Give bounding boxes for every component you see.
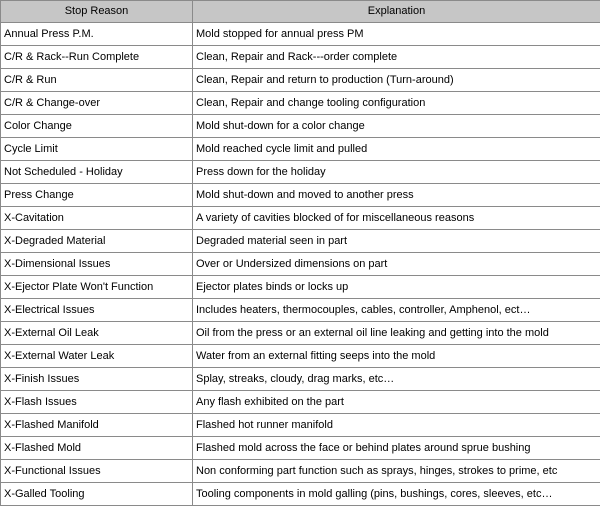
table-row	[1, 161, 600, 184]
table-row	[1, 92, 600, 115]
stop-reason-cell: Not Scheduled - Holiday	[1, 161, 193, 184]
table-row	[1, 23, 600, 46]
explanation-cell: Mold shut-down for a color change	[193, 115, 600, 138]
explanation-cell: Mold reached cycle limit and pulled	[193, 138, 600, 161]
stop-reason-cell: Cycle Limit	[1, 138, 193, 161]
explanation-cell: A variety of cavities blocked of for miscellaneous reasons	[193, 207, 600, 230]
stop-reason-cell: X-Ejector Plate Won't Function	[1, 276, 193, 299]
explanation-cell: Clean, Repair and change tooling configuration	[193, 92, 600, 115]
table-row	[1, 46, 600, 69]
stop-reason-cell: C/R & Change-over	[1, 92, 193, 115]
explanation-cell: Flashed mold across the face or behind plates around sprue bushing	[193, 437, 600, 460]
table-body	[1, 23, 600, 506]
table-row	[1, 437, 600, 460]
stop-reason-cell: X-External Water Leak	[1, 345, 193, 368]
explanation-cell: Over or Undersized dimensions on part	[193, 253, 600, 276]
table-row	[1, 69, 600, 92]
table-row	[1, 230, 600, 253]
stop-reason-cell: X-External Oil Leak	[1, 322, 193, 345]
stop-reason-cell: C/R & Run	[1, 69, 193, 92]
table-row	[1, 368, 600, 391]
stop-reason-cell: X-Galled Tooling	[1, 483, 193, 506]
explanation-cell: Degraded material seen in part	[193, 230, 600, 253]
stop-reason-cell: X-Dimensional Issues	[1, 253, 193, 276]
table-row	[1, 138, 600, 161]
explanation-cell: Ejector plates binds or locks up	[193, 276, 600, 299]
explanation-cell: Includes heaters, thermocouples, cables, controller, Amphenol, ect…	[193, 299, 600, 322]
explanation-cell: Non conforming part function such as sprays, hinges, strokes to prime, etc	[193, 460, 600, 483]
stop-reason-cell: X-Flashed Manifold	[1, 414, 193, 437]
stop-reason-cell: C/R & Rack--Run Complete	[1, 46, 193, 69]
explanation-cell: Water from an external fitting seeps into the mold	[193, 345, 600, 368]
stop-reason-cell: X-Finish Issues	[1, 368, 193, 391]
explanation-cell: Any flash exhibited on the part	[193, 391, 600, 414]
stop-reason-cell: X-Flashed Mold	[1, 437, 193, 460]
stop-reason-cell: X-Cavitation	[1, 207, 193, 230]
explanation-cell: Mold stopped for annual press PM	[193, 23, 600, 46]
table-row	[1, 483, 600, 506]
stop-reason-cell: Color Change	[1, 115, 193, 138]
table-row	[1, 115, 600, 138]
explanation-cell: Splay, streaks, cloudy, drag marks, etc…	[193, 368, 600, 391]
stop-reason-cell: X-Electrical Issues	[1, 299, 193, 322]
header-stop-reason: Stop Reason	[1, 1, 193, 23]
header-explanation: Explanation	[193, 1, 600, 23]
table-row	[1, 253, 600, 276]
table-row	[1, 207, 600, 230]
explanation-cell: Clean, Repair and Rack---order complete	[193, 46, 600, 69]
explanation-cell: Mold shut-down and moved to another press	[193, 184, 600, 207]
table-row	[1, 414, 600, 437]
table-row	[1, 184, 600, 207]
explanation-cell: Press down for the holiday	[193, 161, 600, 184]
stop-reason-cell: Annual Press P.M.	[1, 23, 193, 46]
table-row	[1, 322, 600, 345]
table-row	[1, 391, 600, 414]
table-row	[1, 345, 600, 368]
table-row	[1, 299, 600, 322]
table-header	[1, 1, 600, 23]
stop-reason-cell: Press Change	[1, 184, 193, 207]
explanation-cell: Oil from the press or an external oil line leaking and getting into the mold	[193, 322, 600, 345]
stop-reason-cell: X-Degraded Material	[1, 230, 193, 253]
explanation-cell: Tooling components in mold galling (pins, bushings, cores, sleeves, etc…	[193, 483, 600, 506]
header-row	[1, 1, 600, 23]
explanation-cell: Flashed hot runner manifold	[193, 414, 600, 437]
explanation-cell: Clean, Repair and return to production (Turn-around)	[193, 69, 600, 92]
table-row	[1, 460, 600, 483]
table-row	[1, 276, 600, 299]
stop-reason-cell: X-Functional Issues	[1, 460, 193, 483]
stop-reason-cell: X-Flash Issues	[1, 391, 193, 414]
